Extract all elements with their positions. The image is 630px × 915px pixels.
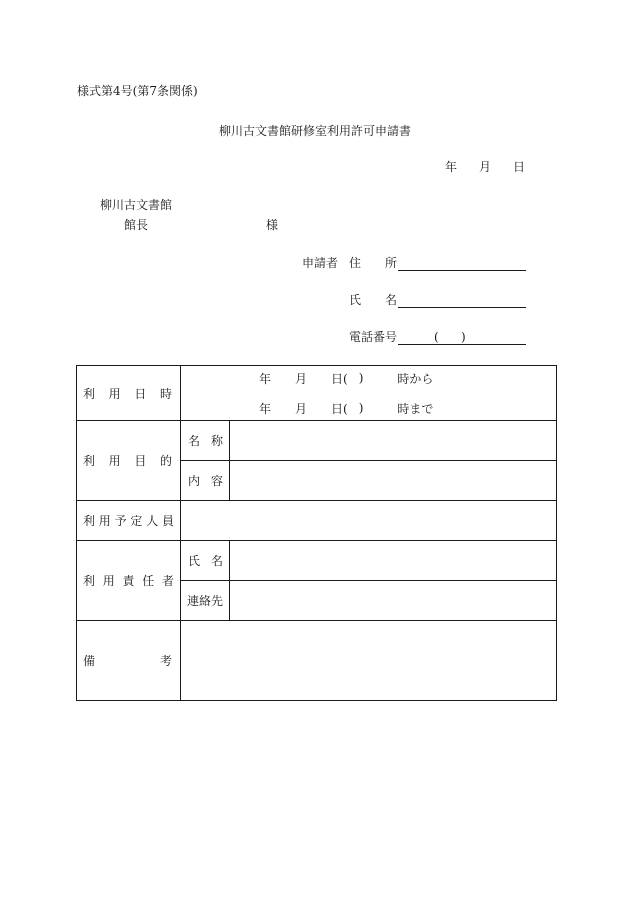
document-title: 柳川古文書館研修室利用許可申請書 bbox=[218, 124, 411, 138]
purpose-content-label: 内 容 bbox=[181, 461, 230, 501]
planned-users-label: 利 用 予 定 人 員 bbox=[77, 501, 181, 541]
responsible-name-label: 氏 名 bbox=[181, 541, 230, 581]
responsible-name-field[interactable] bbox=[230, 541, 557, 581]
usage-datetime-row bbox=[77, 366, 557, 421]
datetime-from-line: 年 月 日( ) 時から bbox=[259, 371, 434, 386]
form-number: 様式第4号(第7条関係) bbox=[77, 84, 198, 98]
addressee-position: 館長 bbox=[124, 218, 149, 232]
responsible-contact-label: 連絡先 bbox=[181, 581, 230, 621]
usage-datetime-field[interactable] bbox=[181, 366, 557, 421]
addressee-honorific: 様 bbox=[266, 218, 279, 232]
address-field[interactable] bbox=[398, 256, 526, 271]
planned-users-row bbox=[77, 501, 557, 541]
date-year-label: 年 bbox=[445, 160, 458, 174]
date-month-label: 月 bbox=[479, 160, 492, 174]
purpose-name-label: 名 称 bbox=[181, 421, 230, 461]
usage-datetime-label: 利 用 日 時 bbox=[77, 366, 181, 421]
applicant-name-field[interactable] bbox=[398, 293, 526, 308]
datetime-to-line: 年 月 日( ) 時まで bbox=[259, 401, 434, 416]
phone-area-paren-close: ) bbox=[461, 330, 466, 344]
responsible-name-row bbox=[77, 541, 557, 581]
phone-area-paren-open: ( bbox=[434, 330, 439, 344]
responsible-contact-field[interactable] bbox=[230, 581, 557, 621]
usage-purpose-label: 利 用 目 的 bbox=[77, 421, 181, 501]
purpose-name-row bbox=[77, 421, 557, 461]
date-day-label: 日 bbox=[513, 160, 526, 174]
applicant-name-label: 氏 名 bbox=[349, 293, 398, 307]
purpose-content-field[interactable] bbox=[230, 461, 557, 501]
purpose-name-field[interactable] bbox=[230, 421, 557, 461]
responsible-person-label: 利 用 責 任 者 bbox=[77, 541, 181, 621]
remarks-field[interactable] bbox=[181, 621, 557, 701]
phone-label: 電話番号 bbox=[349, 330, 398, 344]
address-label: 住 所 bbox=[349, 256, 398, 270]
application-table bbox=[76, 365, 557, 701]
addressee-org: 柳川古文書館 bbox=[100, 198, 173, 212]
remarks-row bbox=[77, 621, 557, 701]
remarks-label: 備 考 bbox=[77, 621, 181, 701]
planned-users-field[interactable] bbox=[181, 501, 557, 541]
date-line bbox=[445, 160, 525, 174]
applicant-label: 申請者 bbox=[302, 256, 339, 270]
